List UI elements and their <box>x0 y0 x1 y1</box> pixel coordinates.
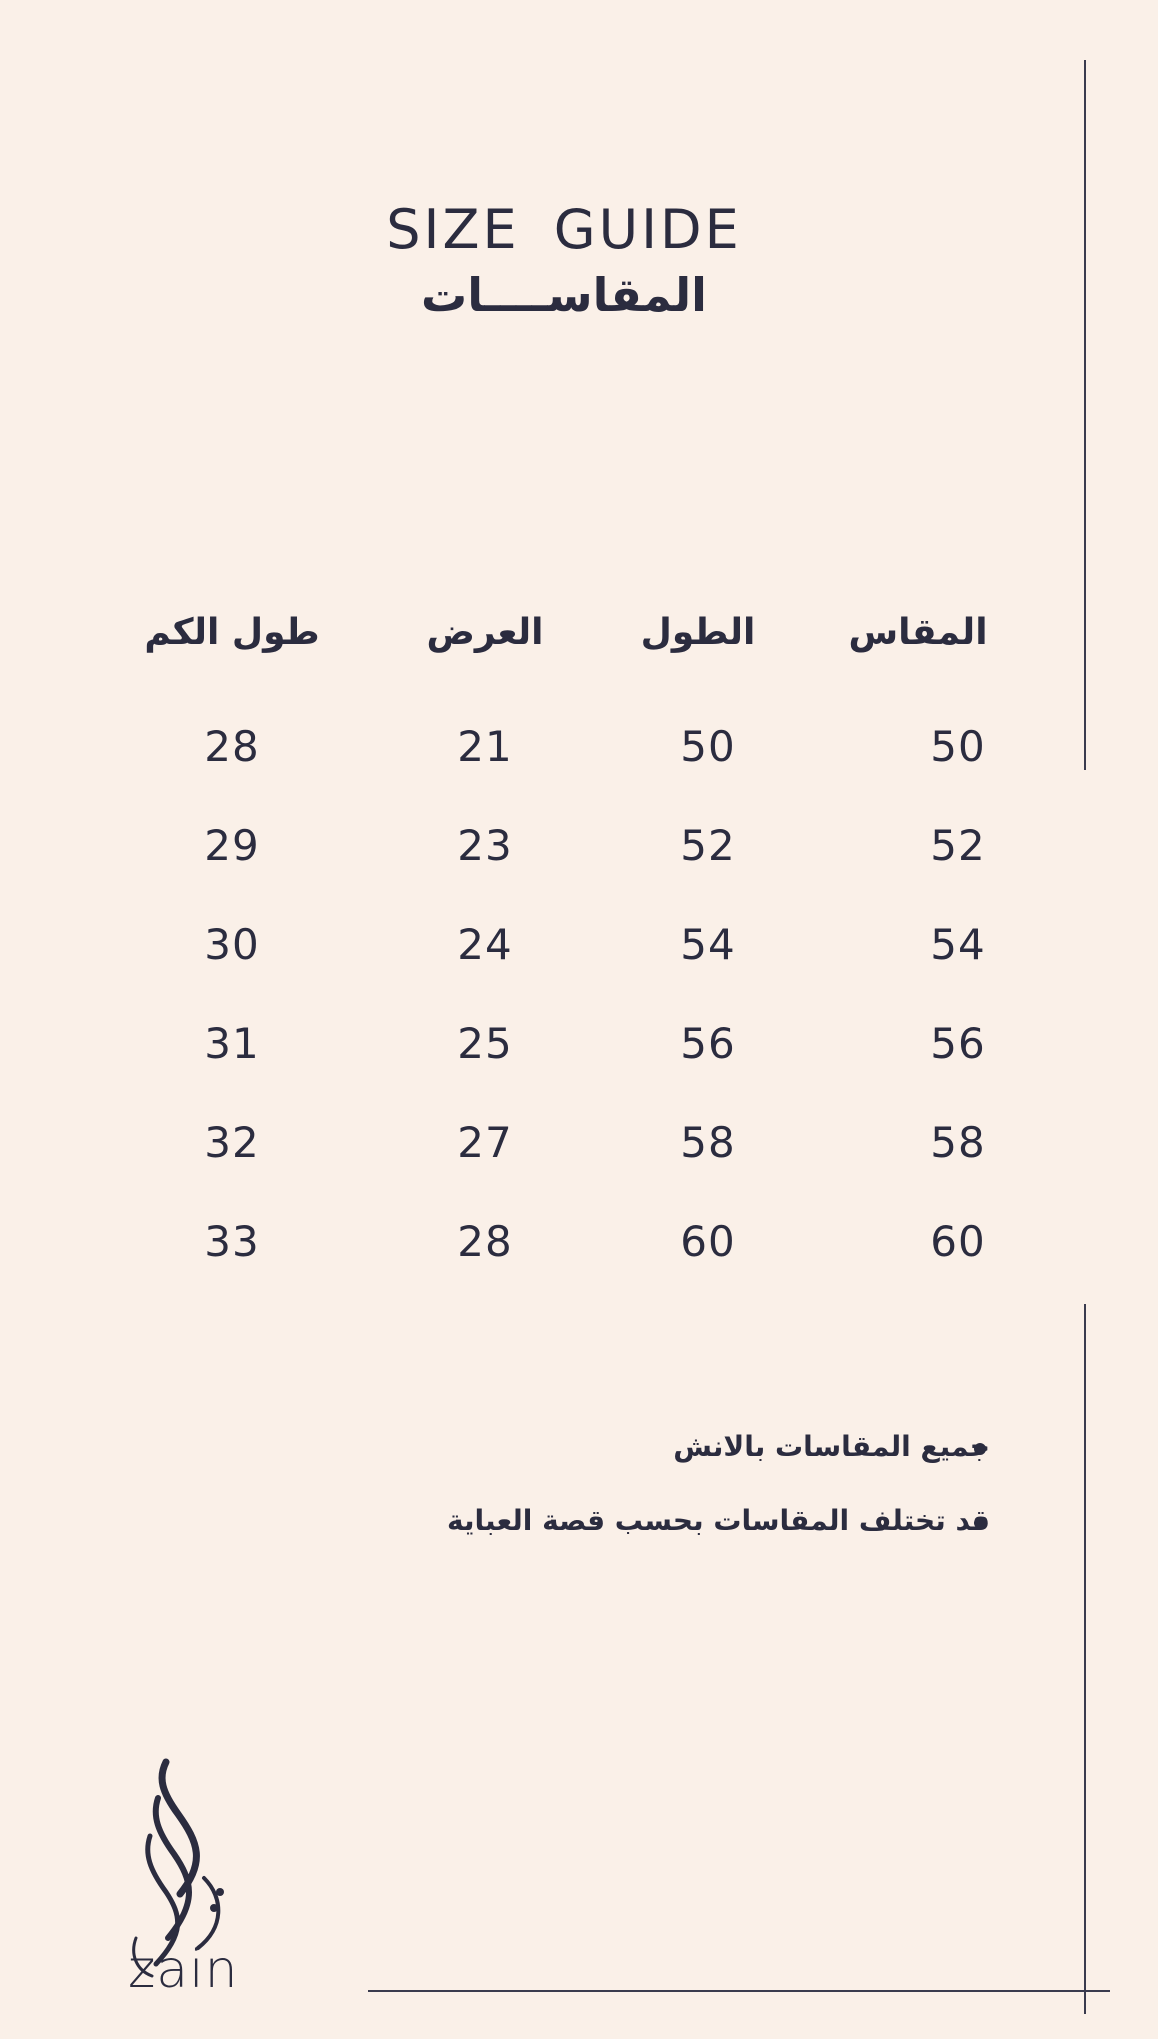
table-cell: 28 <box>204 722 260 771</box>
table-cell: 31 <box>204 1019 260 1068</box>
table-cell: 28 <box>457 1217 513 1266</box>
right-divider-top <box>1084 60 1086 770</box>
table-cell: 23 <box>457 821 513 870</box>
table-cell: 24 <box>457 920 513 969</box>
table-cell: 32 <box>204 1118 260 1167</box>
table-cell: 21 <box>457 722 513 771</box>
bottom-divider <box>368 1990 1110 1992</box>
table-cell: 30 <box>204 920 260 969</box>
table-cell: 54 <box>930 920 986 969</box>
table-cell: 58 <box>680 1118 736 1167</box>
table-cell: 60 <box>680 1217 736 1266</box>
right-divider-bottom <box>1084 1304 1086 2014</box>
table-cell: 52 <box>680 821 736 870</box>
note-item: قد تختلف المقاسات بحسب قصة العباية <box>447 1504 990 1537</box>
table-cell: 58 <box>930 1118 986 1167</box>
header-length: الطول <box>640 612 756 653</box>
table-cell: 60 <box>930 1217 986 1266</box>
table-cell: 27 <box>457 1118 513 1167</box>
table-cell: 54 <box>680 920 736 969</box>
table-cell: 56 <box>680 1019 736 1068</box>
table-cell: 25 <box>457 1019 513 1068</box>
table-cell: 50 <box>680 722 736 771</box>
header-size: المقاس <box>848 612 988 653</box>
table-cell: 56 <box>930 1019 986 1068</box>
page-title-ar: المقاســــات <box>421 268 707 322</box>
header-width: العرض <box>426 612 544 653</box>
page-title-en: SIZE GUIDE <box>386 198 742 261</box>
brand-name: zain <box>128 1940 239 2000</box>
table-cell: 29 <box>204 821 260 870</box>
table-cell: 50 <box>930 722 986 771</box>
header-sleeve-length: طول الكم <box>144 612 320 653</box>
table-cell: 52 <box>930 821 986 870</box>
table-cell: 33 <box>204 1217 260 1266</box>
note-item: جميع المقاسات بالانش <box>673 1430 990 1463</box>
